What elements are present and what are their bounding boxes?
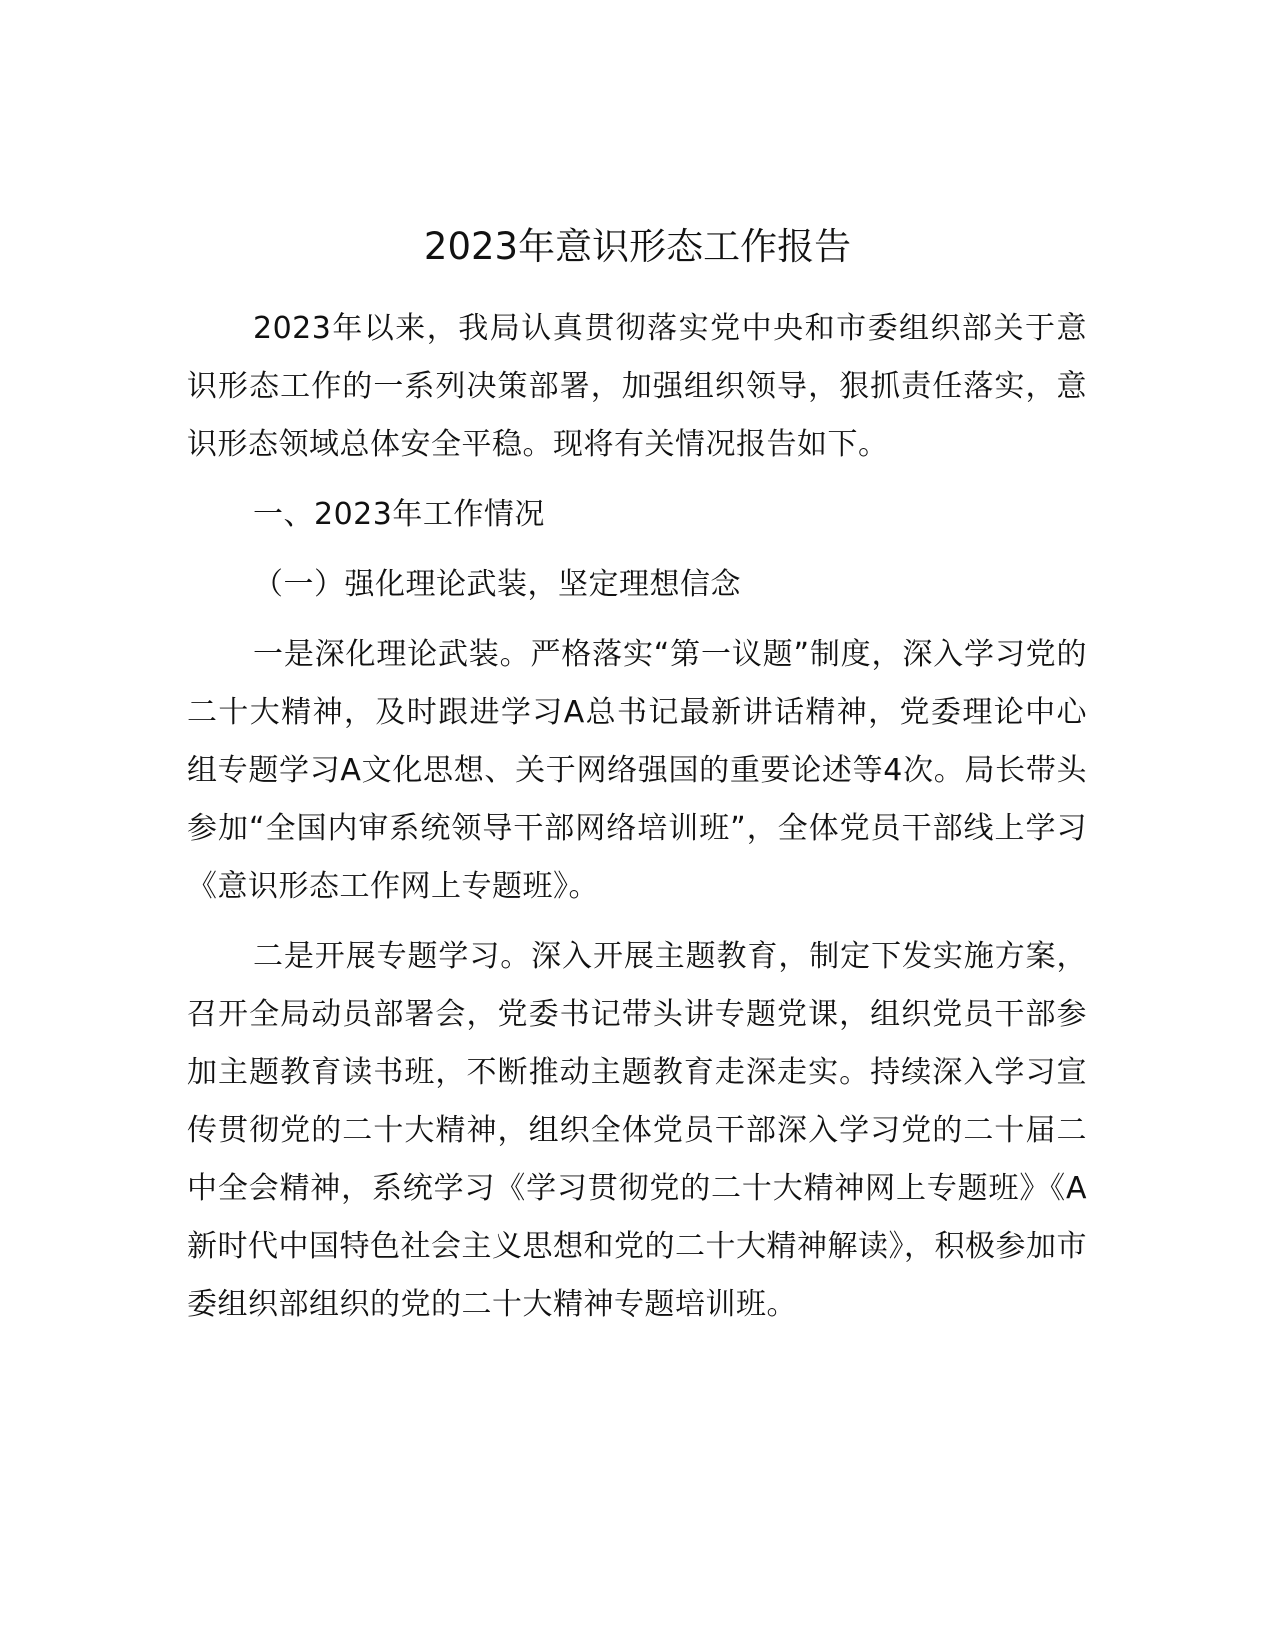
section-heading: 一、2023年工作情况 [253, 497, 545, 532]
document-title: 2023年意识形态工作报告 [423, 225, 852, 268]
intro-paragraph: 2023年以来，我局认真贯彻落实党中央和市委组织部关于意识形态工作的一系列决策部署，加强组织领导，狠抓责任落实，意识形态领域总体安全平稳。现将有关情况报告如下。 [187, 311, 1087, 462]
body-paragraph: 二是开展专题学习。深入开展主题教育，制定下发实施方案，召开全局动员部署会，党委书记带头讲专题党课，组织党员干部参加主题教育读书班，不断推动主题教育走深走实。持续深入学习宣传贯彻党的二十大精神，组织全体党员干部深入学习党的二十届二中全会精神，系统学习《学习贯彻党的二十大精神网上专题班》《A新时代中国特色社会主义思想和党的二十大精神解读》，积极参加市委组织部组织的党的二十大精神专题培训班。 [187, 939, 1087, 1322]
subsection-heading: （一）强化理论武装，坚定理想信念 [253, 567, 741, 602]
body-paragraph: 一是深化理论武装。严格落实“第一议题”制度，深入学习党的二十大精神，及时跟进学习A总书记最新讲话精神，党委理论中心组专题学习A文化思想、关于网络强国的重要论述等4次。局长带头参加“全国内审系统领导干部网络培训班”，全体党员干部线上学习《意识形态工作网上专题班》。 [187, 637, 1087, 904]
document-body [187, 300, 1087, 1334]
